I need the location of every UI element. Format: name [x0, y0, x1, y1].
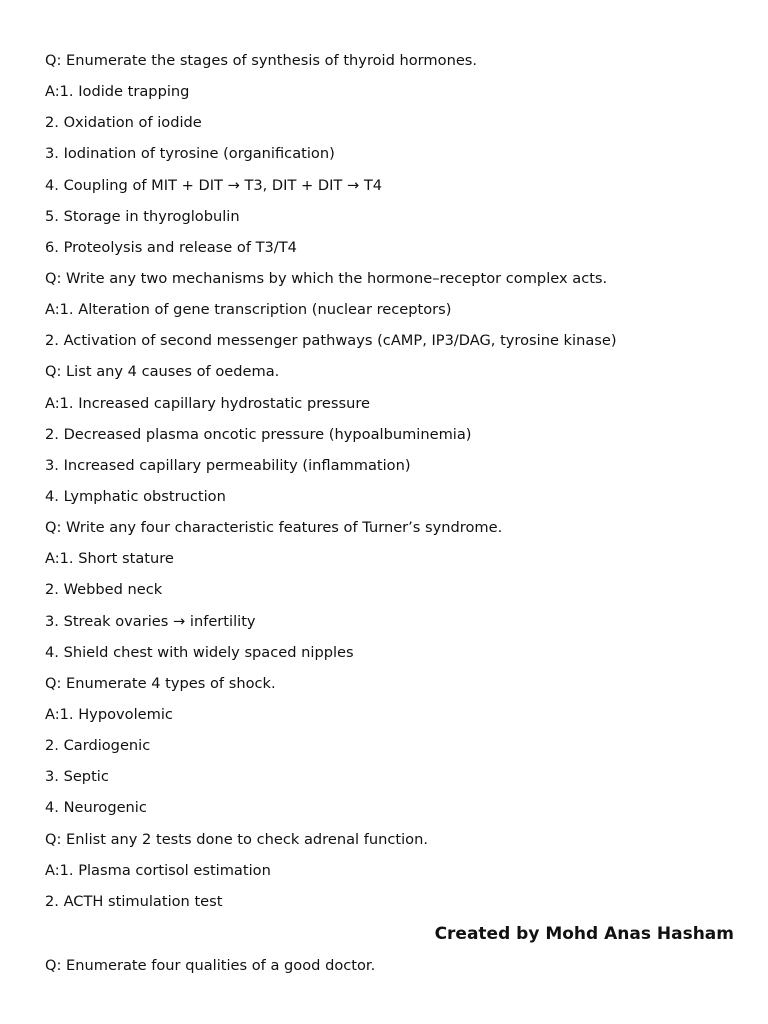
answer-line: 3. Streak ovaries → infertility: [45, 612, 256, 630]
answer-line: A:1. Hypovolemic: [45, 705, 173, 723]
answer-line: 2. Webbed neck: [45, 581, 163, 599]
answer-line: 4. Neurogenic: [45, 799, 147, 817]
credit-row: [45, 917, 735, 950]
answer-line: 4. Coupling of MIT + DIT → T3, DIT + DIT → T4: [45, 176, 383, 194]
answer-line: 4. Lymphatic obstruction: [45, 487, 226, 505]
answer-line: 2. ACTH stimulation test: [45, 892, 223, 910]
answer-line: 3. Septic: [45, 768, 109, 786]
answer-line: A:1. Increased capillary hydrostatic pressure: [45, 394, 370, 412]
question-line: Q: Write any two mechanisms by which the hormone–receptor complex acts.: [45, 269, 608, 287]
question-line: Q: Enumerate the stages of synthesis of thyroid hormones.: [45, 52, 478, 69]
answer-line: 4. Shield chest with widely spaced nipples: [45, 643, 354, 661]
question-line: Q: Enumerate 4 types of shock.: [45, 674, 276, 692]
question-line: Q: List any 4 causes of oedema.: [45, 363, 280, 381]
answer-line: A:1. Iodide trapping: [45, 83, 190, 101]
question-line: Q: Enumerate four qualities of a good doctor.: [45, 956, 376, 974]
answer-line: 3. Increased capillary permeability (inflammation): [45, 456, 411, 474]
answer-line: 2. Activation of second messenger pathways (cAMP, IP3/DAG, tyrosine kinase): [45, 332, 617, 350]
answer-line: A:1. Alteration of gene transcription (nuclear receptors): [45, 301, 452, 319]
answer-line: 3. Iodination of tyrosine (organification): [45, 145, 335, 163]
question-line: Q: Enlist any 2 tests done to check adrenal function.: [45, 830, 428, 848]
author-credit: Created by Mohd Anas Hasham: [434, 923, 734, 944]
answer-line: A:1. Plasma cortisol estimation: [45, 861, 271, 879]
answer-line: 2. Decreased plasma oncotic pressure (hypoalbuminemia): [45, 425, 472, 443]
answer-line: 5. Storage in thyroglobulin: [45, 207, 240, 225]
answer-line: 2. Oxidation of iodide: [45, 114, 202, 132]
qa-text-block: [45, 45, 735, 981]
answer-line: 6. Proteolysis and release of T3/T4: [45, 238, 297, 256]
answer-line: 2. Cardiogenic: [45, 737, 151, 755]
answer-line: A:1. Short stature: [45, 550, 174, 568]
question-line: Q: Write any four characteristic features of Turner’s syndrome.: [45, 519, 503, 537]
